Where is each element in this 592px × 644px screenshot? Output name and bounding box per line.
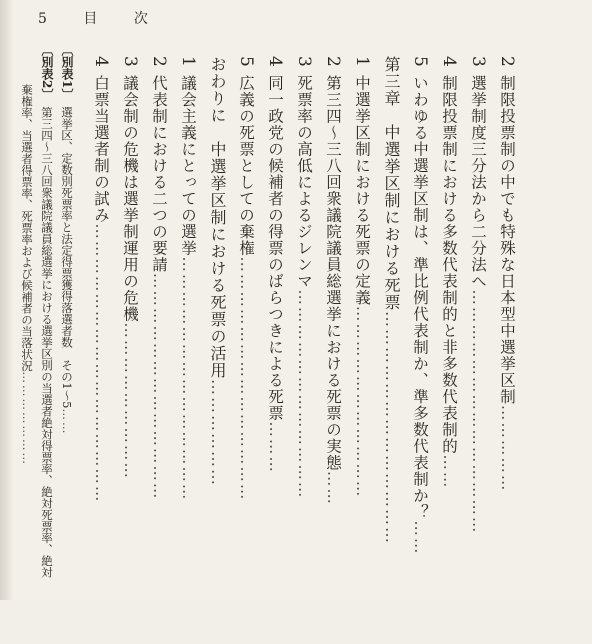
chapter-heading (379, 56, 403, 616)
toc-entry (89, 56, 113, 616)
leader-dots: …………………………… (353, 305, 371, 499)
appendix-table-1 (58, 44, 76, 604)
entry-title: 中選挙区制における死票の定義 (353, 74, 371, 306)
toc-entry (408, 56, 432, 616)
leader-dots: ………………………………………… (92, 223, 110, 504)
chapter-title: 第三章 中選挙区制における死票 (382, 56, 401, 311)
entry-title: 議会主義にとっての選挙 (179, 74, 197, 257)
leader-dots: ……… (266, 421, 284, 474)
entry-number: 4 (439, 56, 459, 67)
appendix-text: 棄権率、当選者得票率、死票率および候補者の当落状況 (20, 84, 34, 372)
toc-entry (118, 56, 142, 616)
toc-entry (292, 56, 316, 616)
entry-title: 選挙制度三分法から二分法へ (469, 74, 487, 290)
entry-number: 3 (294, 56, 314, 67)
toc-entry (147, 56, 171, 616)
toc-entry (437, 56, 461, 616)
entry-number: 4 (265, 56, 285, 67)
entry-number: 5 (410, 56, 430, 67)
appendix-tag: 〔別表1〕 (60, 44, 74, 101)
entry-title: 同一政党の候補者の得票のばらつきによる死票 (266, 74, 284, 422)
leader-dots: …………………………………… (469, 289, 487, 535)
entry-number: 3 (468, 56, 488, 67)
appendix-table-2-continued (18, 84, 36, 644)
leader-dots: …… (411, 520, 429, 556)
closing-title: おわりに 中選挙区制における死票の活用 (208, 56, 227, 379)
appendix-tag: 〔別表2〕 (40, 44, 54, 101)
appendix-table-2 (38, 44, 56, 604)
toc-entry (263, 56, 287, 616)
leader-dots: ………………………………… (150, 272, 168, 501)
leader-dots: ………………………………… (382, 311, 401, 545)
entry-number: 2 (497, 56, 517, 67)
leader-dots: …… (440, 454, 458, 490)
entry-title: 議会制の危機は選挙制運用の危機 (121, 74, 139, 323)
entry-title: 第三四～三八回衆議院議員総選挙における死票の実態 (324, 74, 342, 471)
toc-entry (466, 56, 490, 616)
leader-dots: …… (324, 470, 342, 506)
entry-number: 4 (91, 56, 111, 67)
leader-dots: …………………………………… (179, 256, 197, 502)
entry-number: 2 (323, 56, 343, 67)
leader-dots: ……………………………… (295, 289, 313, 500)
leader-dots: ……………… (208, 379, 227, 487)
entry-number: 3 (120, 56, 140, 67)
leader-dots: ………………… (20, 371, 34, 466)
page-header (38, 8, 178, 28)
header-title-1: 目 (83, 11, 100, 27)
leader-dots: …… (60, 408, 74, 436)
toc-entry (350, 56, 374, 616)
header-title-2: 次 (133, 11, 150, 27)
page-number: 5 (38, 11, 49, 27)
leader-dots: …………… (498, 404, 516, 493)
entry-number: 5 (236, 56, 256, 67)
leader-dots: …………………………………… (237, 256, 255, 502)
closing-heading (205, 56, 229, 616)
entry-title: 制限投票制における多数代表制的と非多数代表制的 (440, 74, 458, 455)
toc-entry (176, 56, 200, 616)
entry-title: 白票当選者制の試み (92, 74, 110, 224)
toc-entry (234, 56, 258, 616)
entry-title: 死票率の高低によるジレンマ (295, 74, 313, 290)
appendix-text: 選挙区、定数別死票率と法定得票獲得落選者数 その1～5 (60, 106, 74, 409)
toc-entry (321, 56, 345, 616)
entry-number: 1 (352, 56, 372, 67)
leader-dots: ……………………… (121, 322, 139, 480)
appendix-text: 第三四～三八回衆議院議員総選挙における選挙区別の当選者絶対得票率、絶対死票率、絶対 (40, 106, 54, 578)
entry-title: 制限投票制の中でも特殊な日本型中選挙区制 (498, 74, 516, 405)
toc-entry (495, 56, 519, 616)
entry-title: 広義の死票としての棄権 (237, 74, 255, 257)
entry-number: 2 (149, 56, 169, 67)
entry-title: 代表制における二つの要請 (150, 74, 168, 273)
entry-title: いわゆる中選挙区制は、準比例代表制か、準多数代表制か？ (411, 74, 429, 521)
entry-number: 1 (178, 56, 198, 67)
page-gutter-shadow (0, 0, 14, 600)
